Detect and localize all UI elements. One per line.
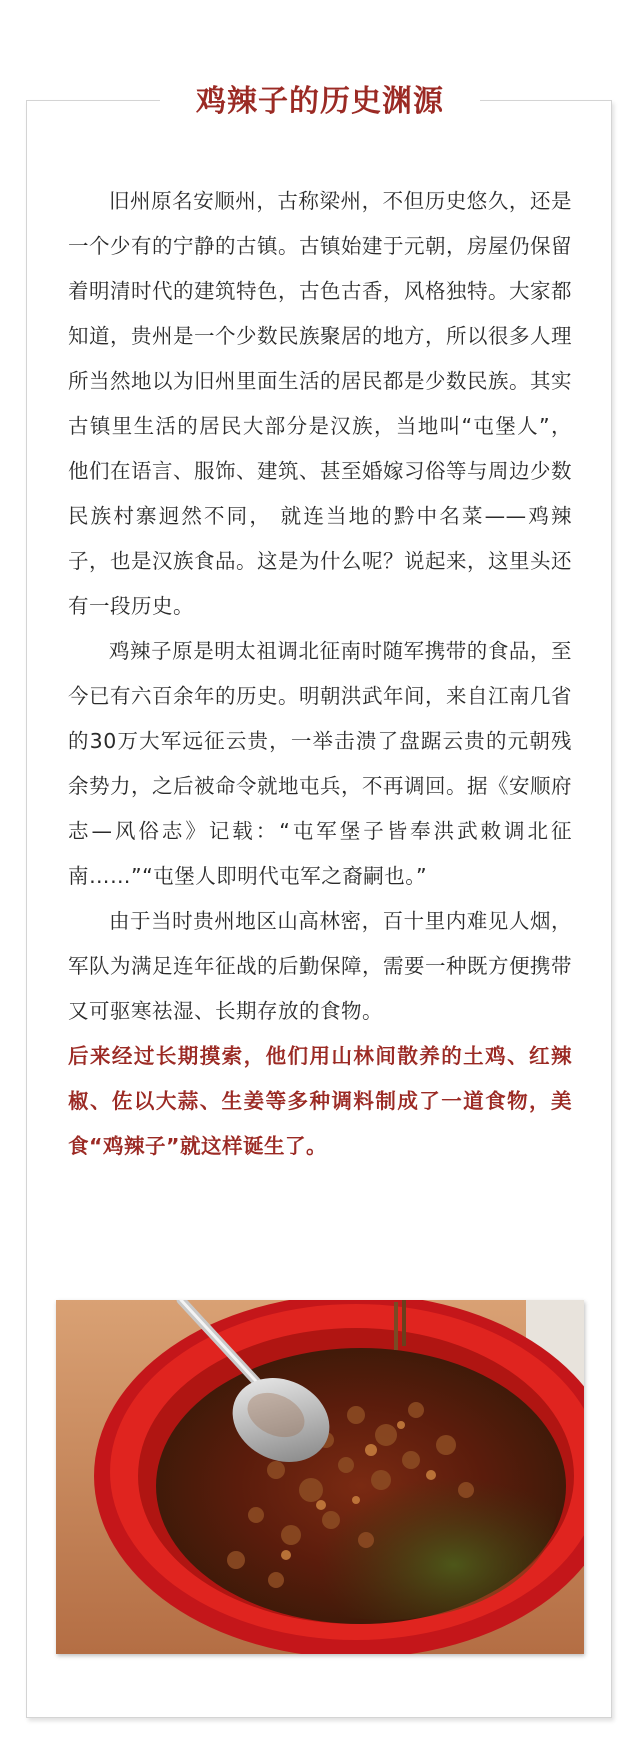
- article-title: 鸡辣子的历史渊源: [196, 84, 444, 119]
- paragraph-2: 鸡辣子原是明太祖调北征南时随军携带的食品，至今已有六百余年的历史。明朝洪武年间，来自江南几省的30万大军远征云贵，一举击溃了盘踞云贵的元朝残余势力，之后被命令就地屯兵，不再调回。据《安顺府志—风俗志》记载：“屯军堡子皆奉洪武敕调北征南……”“屯堡人即明代屯军之裔嗣也。”: [68, 639, 572, 888]
- title-banner: [160, 74, 480, 122]
- highlight-paragraph: 后来经过长期摸索，他们用山林间散养的土鸡、红辣椒、佐以大蒜、生姜等多种调料制成了一道食物，美食“鸡辣子”就这样诞生了。: [68, 1044, 572, 1158]
- article-body: [68, 179, 572, 1169]
- chili-chicken-photo: [56, 1300, 584, 1654]
- paragraph-1: 旧州原名安顺州，古称梁州，不但历史悠久，还是一个少有的宁静的古镇。古镇始建于元朝，房屋仍保留着明清时代的建筑特色，古色古香，风格独特。大家都知道，贵州是一个少数民族聚居的地方，所以很多人理所当然地以为旧州里面生活的居民都是少数民族。其实古镇里生活的居民大部分是汉族，当地叫“屯堡人”，他们在语言、服饰、建筑、甚至婚嫁习俗等与周边少数民族村寨迥然不同， 就连当地的黔中名菜——鸡辣子，也是汉族食品。这是为什么呢？说起来，这里头还有一段历史。: [68, 189, 572, 618]
- paragraph-3: 由于当时贵州地区山高林密，百十里内难见人烟，军队为满足连年征战的后勤保障，需要一种既方便携带又可驱寒祛湿、长期存放的食物。: [68, 909, 572, 1023]
